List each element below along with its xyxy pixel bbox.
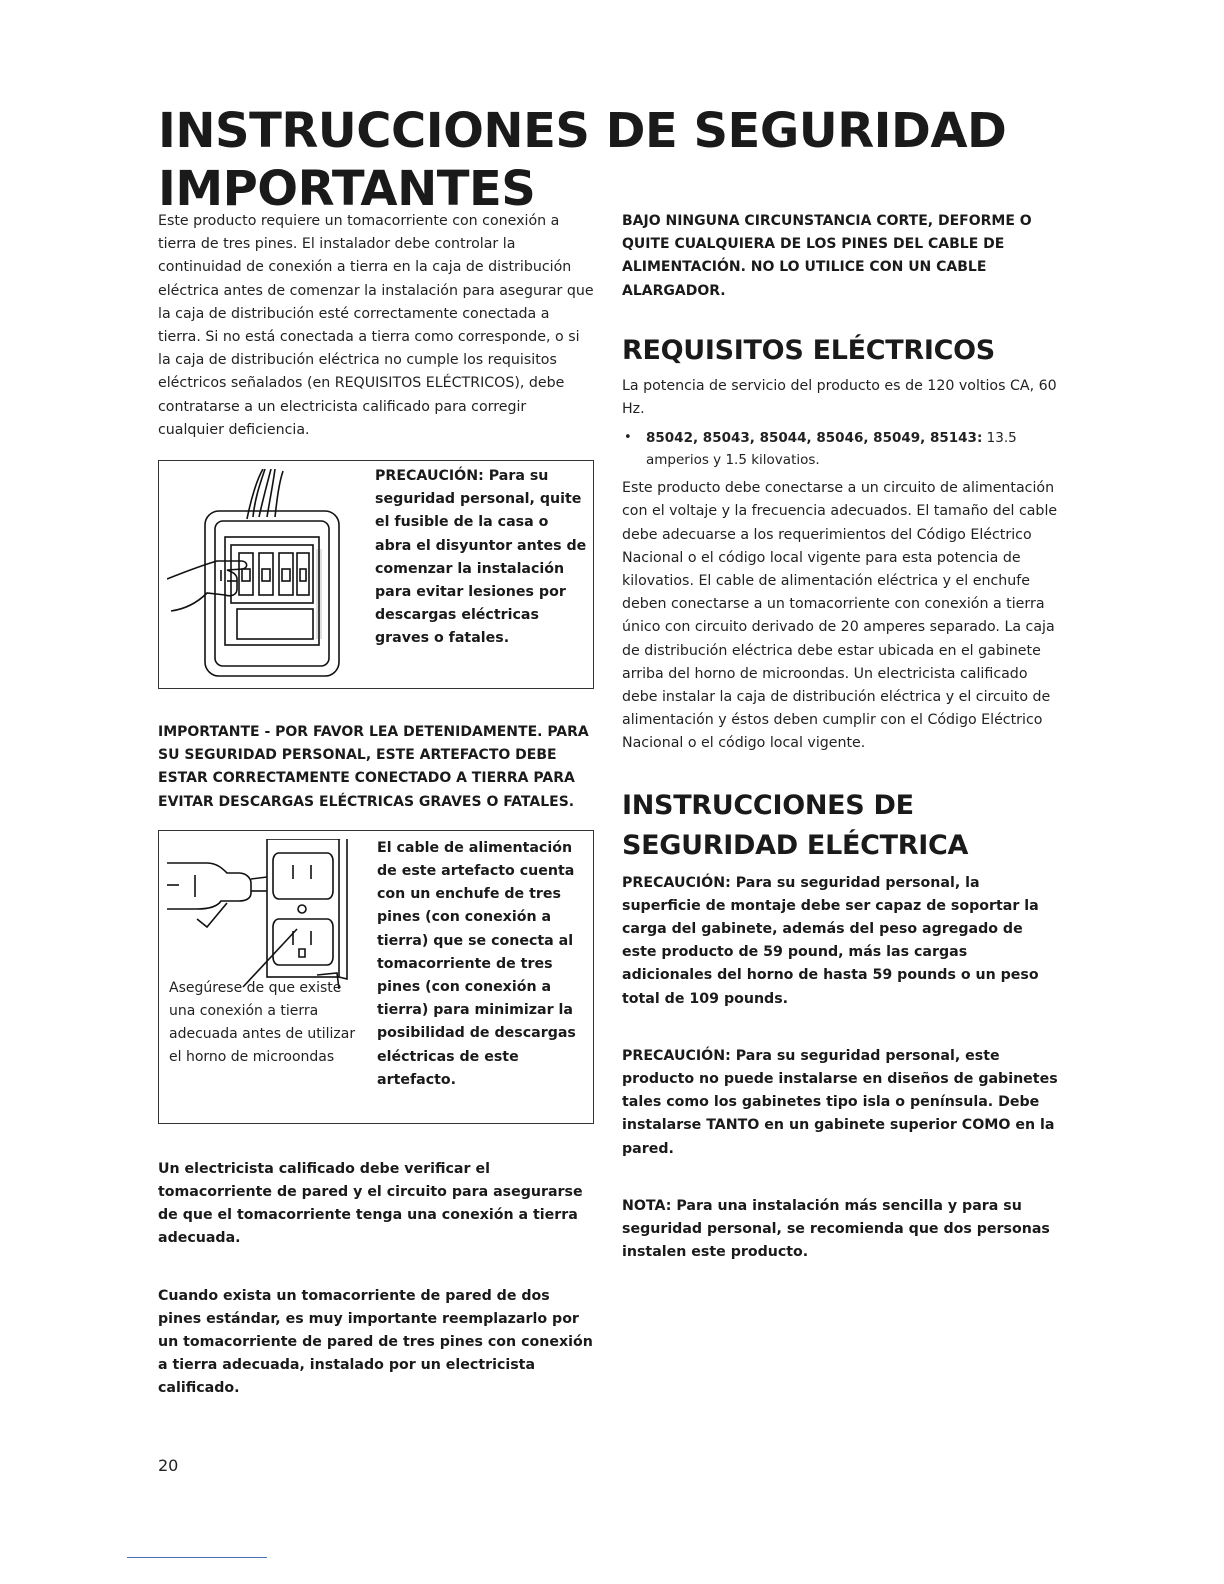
grounding-reminder-note: Asegúrese de que existe una conexión a tierra adecuada antes de utilizar el horno de microondas	[169, 979, 356, 1066]
two-prong-replacement-paragraph: Cuando exista un tomacorriente de pared de dos pines estándar, es muy importante reemplazarlo por un tomacorriente de pared de tres pines con conexión a tierra adecuada, instalado por un electricista calificado.	[158, 1287, 593, 1397]
model-rating: 13.5 amperios y 1.5 kilovatios.	[646, 430, 1017, 469]
service-power-paragraph: La potencia de servicio del producto es de 120 voltios CA, 60 Hz.	[622, 377, 1057, 418]
electrical-safety-heading: INSTRUCCIONES DE SEGURIDAD ELÉCTRICA	[622, 789, 969, 861]
circuit-requirements-paragraph: Este producto debe conectarse a un circuito de alimentación con el voltaje y la frecuencia adecuados. El tamaño del cable debe adecuarse a los requerimientos del Código Eléctrico Nacional o el código local vigente para esta potencia de kilovatios. El cable de alimentación eléctrica y el enchufe deben conectarse a un tomacorriente con conexión a tierra único con circuito derivado de 20 amperes separado. La caja de distribución eléctrica debe estar ubicada en el gabinete arriba del horno de microondas. Un electricista calificado debe instalar la caja de distribución eléctrica y el circuito de alimentación y éstos deben cumplir con el Código Eléctrico Nacional o el código local vigente.	[622, 480, 1058, 752]
outlet-figure	[158, 830, 594, 1124]
breaker-caution-figure	[158, 460, 594, 689]
page-number: 20	[158, 1456, 179, 1475]
electrical-requirements-heading: REQUISITOS ELÉCTRICOS	[622, 334, 995, 366]
three-prong-outlet-illustration	[167, 839, 367, 989]
model-numbers: 85042, 85043, 85044, 85046, 85049, 85143:	[646, 430, 983, 447]
power-cord-warning: BAJO NINGUNA CIRCUNSTANCIA CORTE, DEFORME O QUITE CUALQUIERA DE LOS PINES DEL CABLE DE ALIMENTACIÓN. NO LO UTILICE CON UN CABLE ALARGADOR.	[622, 213, 1032, 299]
footer-divider	[127, 1557, 267, 1558]
power-cord-description: El cable de alimentación de este artefacto cuenta con un enchufe de tres pines (con conexión a tierra) que se conecta al tomacorriente de tres pines (con conexión a tierra) para minimizar la posibilidad de descargas eléctricas de este artefacto.	[377, 839, 576, 1088]
mounting-surface-caution: PRECAUCIÓN: Para su seguridad personal, la superficie de montaje debe ser capaz de soportar la carga del gabinete, además del peso agregado de este producto de 59 pound, más las cargas adicionales del horno de hasta 59 pounds o un peso total de 109 pounds.	[622, 874, 1039, 1007]
important-grounding-notice: IMPORTANTE - POR FAVOR LEA DETENIDAMENTE. PARA SU SEGURIDAD PERSONAL, ESTE ARTEFACTO DEBE ESTAR CORRECTAMENTE CONECTADO A TIERRA PARA EVITAR DESCARGAS ELÉCTRICAS GRAVES O FATALES.	[158, 724, 589, 810]
cabinet-design-caution: PRECAUCIÓN: Para su seguridad personal, este producto no puede instalarse en diseños de gabinetes tales como los gabinetes tipo isla o península. Debe instalarse TANTO en un gabinete superior COMO en la pared.	[622, 1047, 1058, 1157]
breaker-panel-illustration	[167, 469, 367, 681]
page-title: INSTRUCCIONES DE SEGURIDAD IMPORTANTES	[158, 103, 1007, 218]
right-column	[622, 210, 1062, 1265]
left-column	[158, 210, 594, 1401]
breaker-caution-text: PRECAUCIÓN: Para su seguridad personal, quite el fusible de la casa o abra el disyuntor antes de comenzar la instalación para evitar lesiones por descargas eléctricas graves o fatales.	[375, 468, 587, 647]
list-item	[622, 427, 1062, 471]
two-person-install-note: NOTA: Para una instalación más sencilla y para su seguridad personal, se recomienda que dos personas instalen este producto.	[622, 1197, 1050, 1261]
intro-paragraph: Este producto requiere un tomacorriente con conexión a tierra de tres pines. El instalador debe controlar la continuidad de conexión a tierra en la caja de distribución eléctrica antes de comenzar la instalación para asegurar que la caja de distribución esté correctamente conectada a tierra. Si no está conectada a tierra como corresponde, o si la caja de distribución eléctrica no cumple los requisitos eléctricos señalados (en REQUISITOS ELÉCTRICOS), debe contratarse a un electricista calificado para corregir cualquier deficiencia.	[158, 213, 594, 438]
model-spec-list	[622, 427, 1062, 471]
electrician-check-paragraph: Un electricista calificado debe verificar el tomacorriente de pared y el circuito para asegurarse de que el tomacorriente tenga una conexión a tierra adecuada.	[158, 1160, 583, 1247]
